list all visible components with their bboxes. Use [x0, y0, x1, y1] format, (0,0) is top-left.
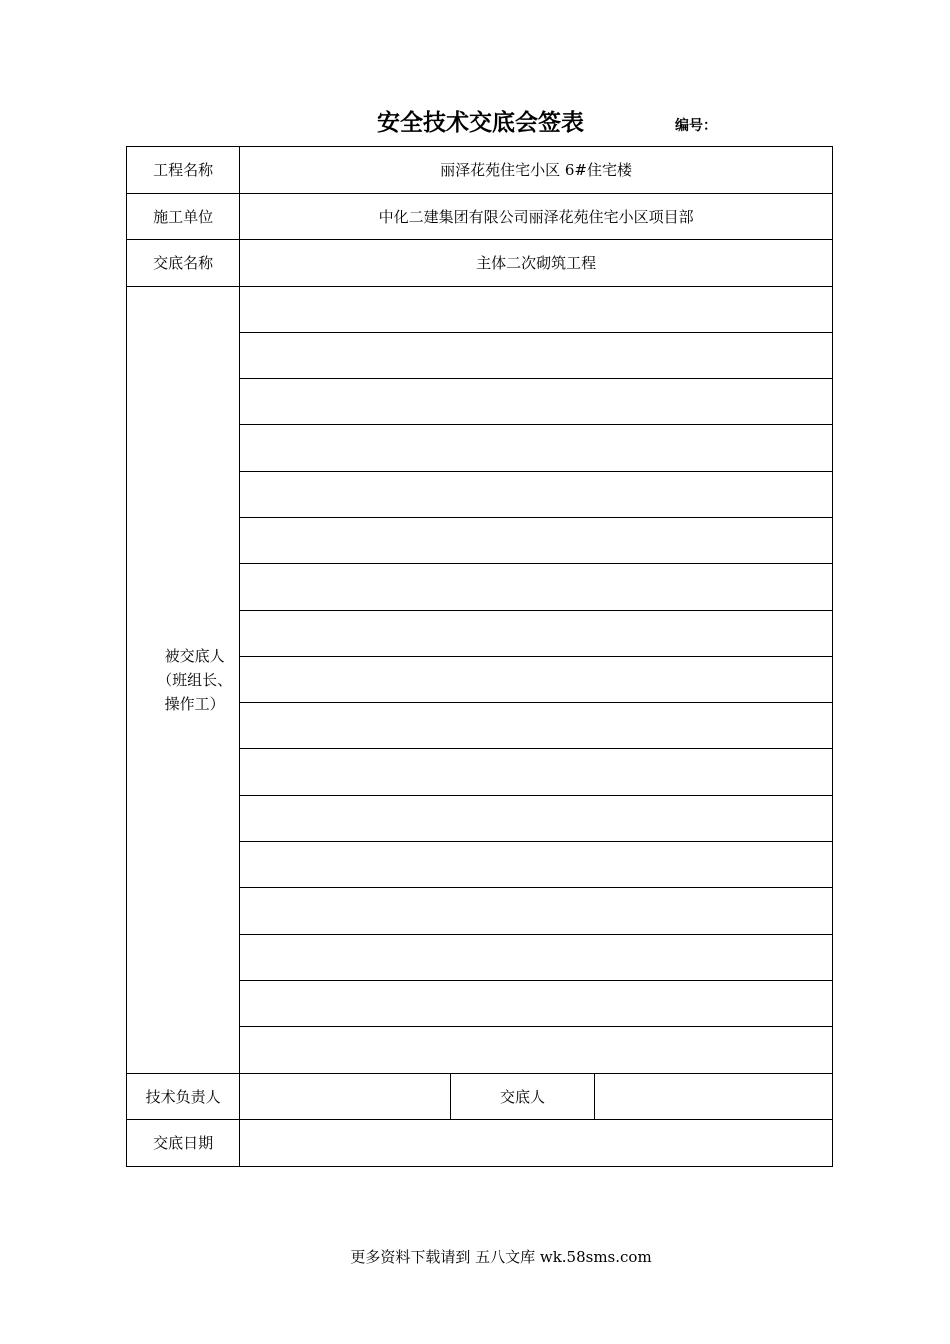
presenter-label: 交底人 [451, 1073, 594, 1120]
recipients-label-line1: 被交底人 [164, 646, 225, 665]
info-row-briefing-name [127, 240, 833, 287]
recipient-signature-cell[interactable] [240, 980, 833, 1026]
signature-row [127, 1073, 833, 1120]
recipient-signature-cell[interactable] [240, 471, 833, 517]
project-name-value[interactable]: 丽泽花苑住宅小区 6#住宅楼 [240, 147, 833, 194]
document-title: 安全技术交底会签表 [377, 109, 584, 136]
briefing-name-label: 交底名称 [127, 240, 240, 287]
recipient-signature-cell[interactable] [240, 703, 833, 749]
recipient-signature-cell[interactable] [240, 656, 833, 702]
tech-lead-label: 技术负责人 [127, 1073, 240, 1120]
project-name-label: 工程名称 [127, 147, 240, 194]
date-row [127, 1120, 833, 1167]
recipient-signature-cell[interactable] [240, 286, 833, 332]
recipient-signature-cell[interactable] [240, 1027, 833, 1073]
recipient-signature-cell[interactable] [240, 749, 833, 795]
briefing-date-label: 交底日期 [127, 1120, 240, 1167]
recipient-row [127, 286, 833, 332]
recipient-signature-cell[interactable] [240, 425, 833, 471]
info-row-contractor [127, 193, 833, 240]
recipient-signature-cell[interactable] [240, 795, 833, 841]
info-row-project [127, 147, 833, 194]
recipient-signature-cell[interactable] [240, 842, 833, 888]
recipient-signature-cell[interactable] [240, 564, 833, 610]
footer-text: 更多资料下载请到 五八文库 wk.58sms.com [350, 1248, 652, 1266]
recipient-signature-cell[interactable] [240, 888, 833, 934]
signoff-table [126, 146, 833, 1167]
recipients-label-line3: 操作工） [164, 694, 225, 713]
recipient-signature-cell[interactable] [240, 332, 833, 378]
recipient-signature-cell[interactable] [240, 610, 833, 656]
recipient-signature-cell[interactable] [240, 517, 833, 563]
recipients-label [127, 286, 240, 1073]
document-number-label: 编号： [675, 118, 717, 134]
briefing-date-cell[interactable] [240, 1120, 833, 1167]
recipients-label-line2: （班组长、 [157, 670, 233, 689]
recipient-signature-cell[interactable] [240, 934, 833, 980]
contractor-label: 施工单位 [127, 193, 240, 240]
tech-lead-signature-cell[interactable] [240, 1073, 451, 1120]
contractor-value[interactable]: 中化二建集团有限公司丽泽花苑住宅小区项目部 [240, 193, 833, 240]
presenter-signature-cell[interactable] [594, 1073, 832, 1120]
recipient-signature-cell[interactable] [240, 379, 833, 425]
footer-download-note [0, 1246, 950, 1267]
briefing-name-value[interactable]: 主体二次砌筑工程 [240, 240, 833, 287]
